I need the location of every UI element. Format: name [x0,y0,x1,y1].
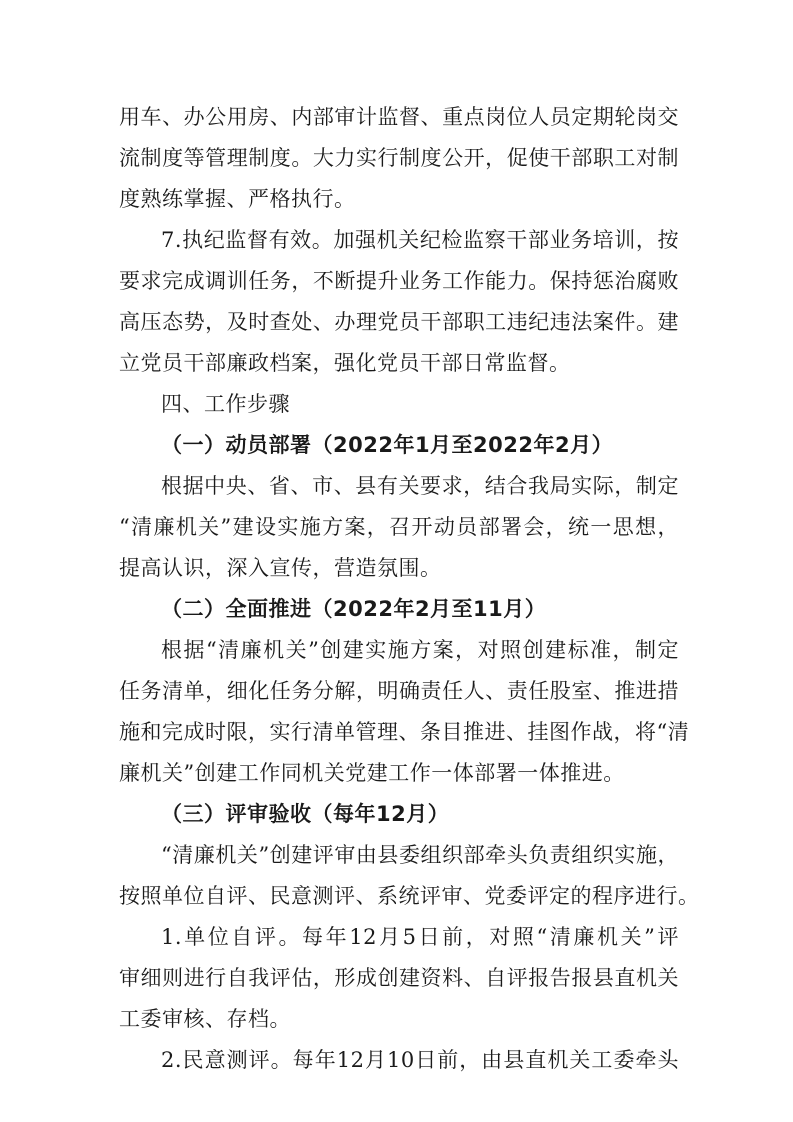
paragraph-line: 提高认识，深入宣传，营造氛围。 [119,556,442,580]
paragraph-line: 施和完成时限，实行清单管理、条目推进、挂图作战，将“清 [119,720,690,744]
paragraph-line: 根据“清廉机关”创建实施方案，对照创建标准，制定 [161,638,679,662]
paragraph-line: 任务清单，细化任务分解，明确责任人、责任股室、推进措 [119,679,679,703]
subsection-heading: （三）评审验收（每年12月） [161,802,450,826]
subsection-heading: （二）全面推进（2022年2月至11月） [161,597,547,621]
paragraph-line: 审细则进行自我评估，形成创建资料、自评报告报县直机关 [119,966,679,990]
paragraph-line: 2.民意测评。每年12月10日前，由县直机关工委牵头 [161,1048,679,1072]
paragraph-line: 按照单位自评、民意测评、系统评审、党委评定的程序进行。 [119,884,700,908]
subsection-heading: （一）动员部署（2022年1月至2022年2月） [161,433,614,457]
paragraph-line: “清廉机关”建设实施方案，召开动员部署会，统一思想， [119,515,679,539]
paragraph-line: 度熟练掌握、严格执行。 [119,187,356,211]
paragraph-line: 1.单位自评。每年12月5日前，对照“清廉机关”评 [161,925,679,949]
paragraph-line: 要求完成调训任务，不断提升业务工作能力。保持惩治腐败 [119,269,679,293]
paragraph-line: 根据中央、省、市、县有关要求，结合我局实际，制定 [161,474,679,498]
paragraph-line: 流制度等管理制度。大力实行制度公开，促使干部职工对制 [119,146,679,170]
paragraph-line: 廉机关”创建工作同机关党建工作一体部署一体推进。 [119,761,625,785]
paragraph-line: 立党员干部廉政档案，强化党员干部日常监督。 [119,351,571,375]
paragraph-line: 工委审核、存档。 [119,1007,291,1031]
paragraph-line: “清廉机关”创建评审由县委组织部牵头负责组织实施， [161,843,679,867]
paragraph-line: 用车、办公用房、内部审计监督、重点岗位人员定期轮岗交 [119,105,679,129]
paragraph-line: 高压态势，及时查处、办理党员干部职工违纪违法案件。建 [119,310,679,334]
section-heading: 四、工作步骤 [161,392,290,416]
paragraph-line: 7.执纪监督有效。加强机关纪检监察干部业务培训，按 [161,228,679,252]
